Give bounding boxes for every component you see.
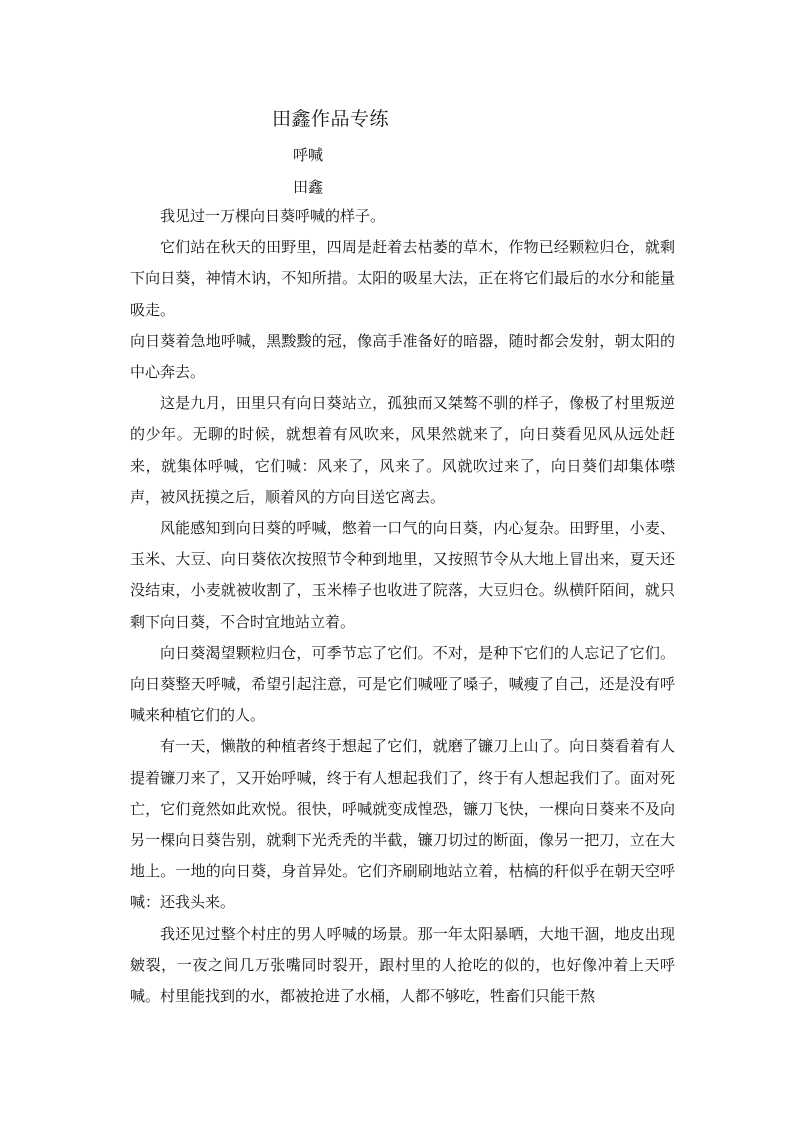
paragraph: 我见过一万棵向日葵呼喊的样子。: [160, 207, 386, 225]
series-title: 田鑫作品专练: [272, 108, 390, 130]
paragraph: 我还见过整个村庄的男人呼喊的场景。那一年太阳暴晒，大地干涸，地皮出现皴裂，一夜之间几万张嘴同时裂开，跟村里的人抢吃的似的，也好像冲着上天呼喊。村里能找到的水，都被抢进了水桶，人都不够吃，牲畜们只能干熬: [130, 924, 675, 1006]
paragraph: 这是九月，田里只有向日葵站立，孤独而又桀骜不驯的样子，像极了村里叛逆的少年。无聊的时候，就想着有风吹来，风果然就来了，向日葵看见风从远处赶来，就集体呼喊，它们喊：风来了，风来了。风就吹过来了，向日葵们却集体噤声，被风抚摸之后，顺着风的方向目送它离去。: [130, 394, 675, 506]
essay-title: 呼喊: [293, 146, 324, 164]
paragraph: 向日葵渴望颗粒归仓，可季节忘了它们。不对，是种下它们的人忘记了它们。向日葵整天呼喊，希望引起注意，可是它们喊哑了嗓子，喊瘦了自己，还是没有呼喊来种植它们的人。: [130, 643, 675, 725]
paragraph: 风能感知到向日葵的呼喊，憋着一口气的向日葵，内心复杂。田野里，小麦、玉米、大豆、向日葵依次按照节令种到地里，又按照节令从大地上冒出来，夏天还没结束，小麦就被收割了，玉米棒子也收进了院落，大豆归仓。纵横阡陌间，就只剩下向日葵，不合时宜地站立着。: [130, 519, 675, 631]
paragraph: 它们站在秋天的田野里，四周是赶着去枯萎的草木，作物已经颗粒归仓，就剩下向日葵，神情木讷，不知所措。太阳的吸星大法，正在将它们最后的水分和能量吸走。: [130, 238, 675, 319]
essay-body: [130, 201, 675, 1012]
paragraph: 向日葵着急地呼喊，黑黢黢的冠，像高手准备好的暗器，随时都会发射，朝太阳的中心奔去。: [130, 331, 675, 382]
paragraph: 有一天，懒散的种植者终于想起了它们，就磨了镰刀上山了。向日葵看着有人提着镰刀来了，又开始呼喊，终于有人想起我们了，终于有人想起我们了。面对死亡，它们竟然如此欢悦。很快，呼喊就变成惶恐，镰刀飞快，一棵向日葵来不及向另一棵向日葵告别，就剩下光秃秃的半截，镰刀切过的断面，像另一把刀，立在大地上。一地的向日葵，身首异处。它们齐刷刷地站立着，枯槁的秆似乎在朝天空呼喊：还我头来。: [130, 737, 675, 912]
author-name: 田鑫: [293, 178, 324, 196]
